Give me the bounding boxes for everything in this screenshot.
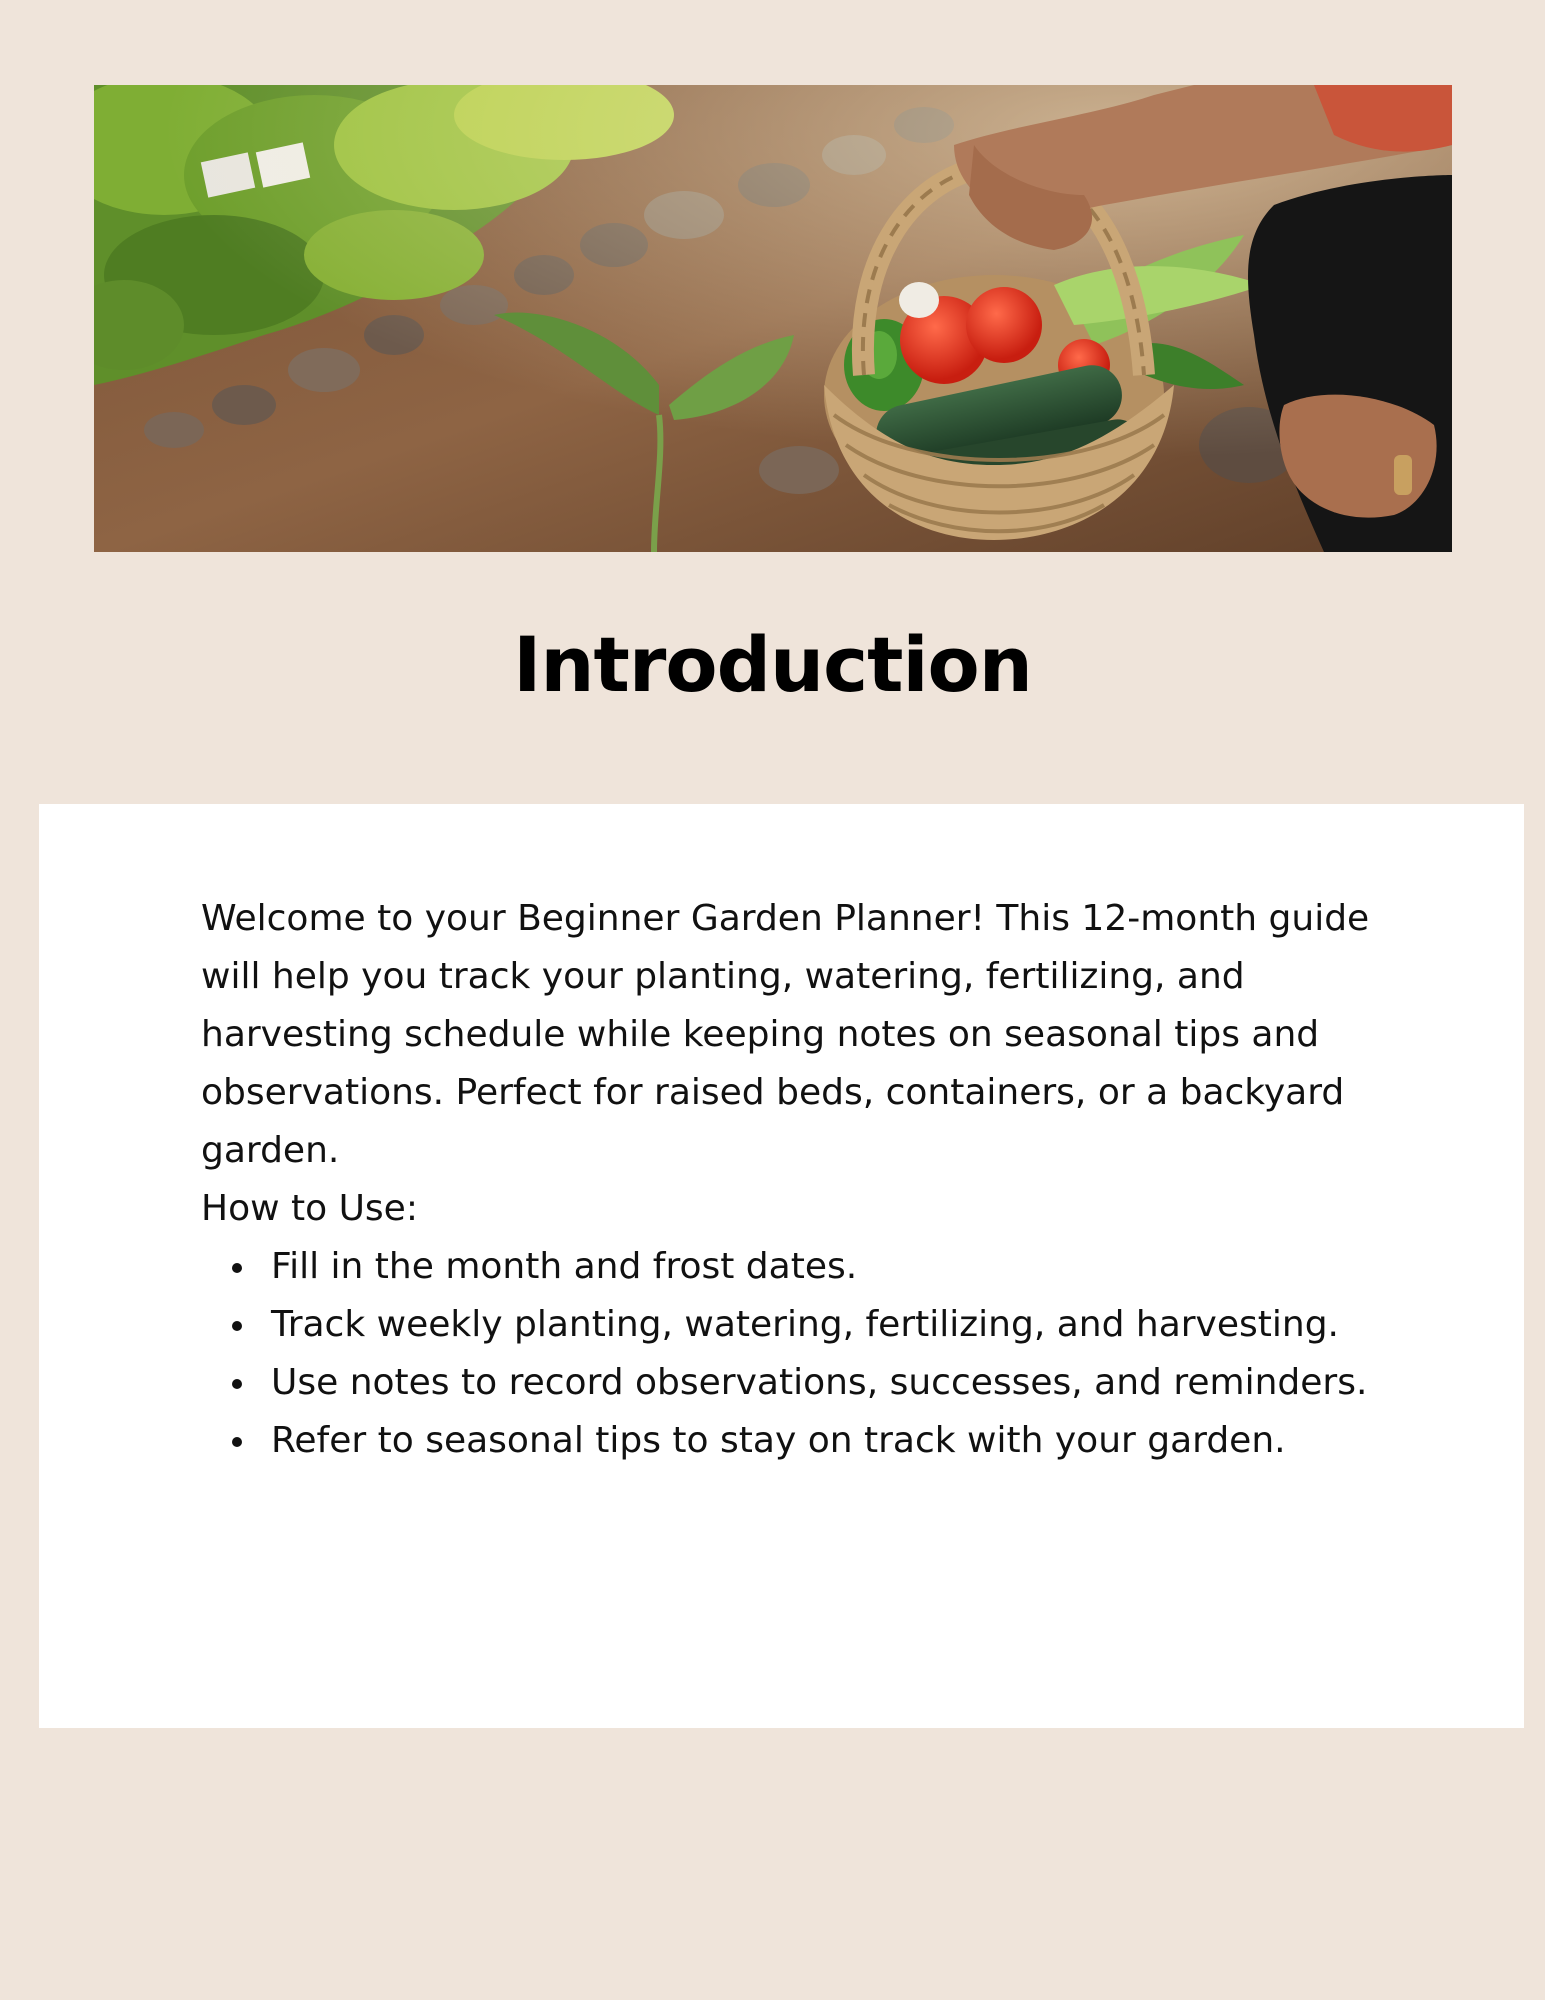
list-item-text: Fill in the month and frost dates. [271,1246,858,1287]
bullet-icon [232,1263,242,1273]
intro-card [39,804,1524,1728]
list-item-text: Use notes to record observations, successes, and reminders. [271,1362,1368,1403]
list-item [201,1412,1381,1470]
list-item [201,1354,1381,1412]
bullet-icon [232,1379,242,1389]
hero-image [94,85,1452,552]
page-title: Introduction [513,620,1032,709]
intro-paragraph: Welcome to your Beginner Garden Planner! This 12-month guide will help you track your planting, watering, fertilizing, and harvesting schedule while keeping notes on seasonal tips and observations. Perfect for raised beds, containers, or a backyard garden. [201,898,1370,1171]
list-item-text: Refer to seasonal tips to stay on track with your garden. [271,1420,1286,1461]
list-item-text: Track weekly planting, watering, fertilizing, and harvesting. [271,1304,1339,1345]
list-item [201,1296,1381,1354]
bullet-icon [232,1321,242,1331]
garden-basket-illustration [94,85,1452,552]
list-item [201,1238,1381,1296]
bullet-icon [232,1437,242,1447]
how-to-use-list [201,1238,1381,1470]
intro-content [201,890,1381,1470]
how-to-use-heading: How to Use: [201,1188,418,1229]
